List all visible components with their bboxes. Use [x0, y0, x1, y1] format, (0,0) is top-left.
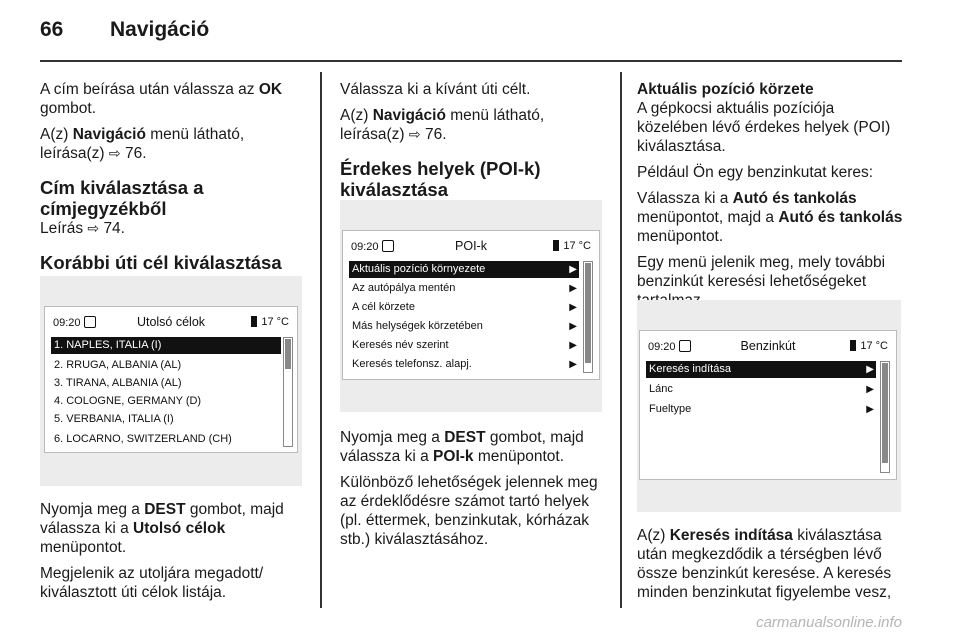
column-2 [340, 80, 605, 200]
screen-title: Utolsó célok [136, 315, 206, 329]
screen-fuel-station [639, 330, 897, 480]
temperature-display: 17 °C [261, 316, 289, 328]
column-1 [40, 80, 305, 273]
column-2-bottom [340, 428, 605, 556]
thermometer-icon [553, 240, 559, 251]
heading-previous-destination: Korábbi úti cél kiválasztása [40, 252, 282, 273]
paragraph: Különböző lehetőségek jelennek meg az érdeklődésre számot tartó helyek (pl. éttermek, benzinkutak, kórházak stb.) kiválasztásához. [340, 474, 598, 548]
list-item[interactable]: Lánc ▶ [646, 381, 876, 398]
reference-arrow-icon: ⇨ [87, 220, 100, 236]
paragraph: Leírás ⇨ 74. [40, 220, 125, 237]
scrollbar[interactable] [283, 337, 293, 447]
list-item[interactable]: 6. LOCARNO, SWITZERLAND (CH) [54, 433, 232, 445]
chevron-right-icon: ▶ [569, 283, 577, 294]
column-3 [637, 80, 907, 317]
page-header [40, 18, 209, 42]
scrollbar-thumb[interactable] [882, 363, 888, 463]
list-item[interactable]: 1. NAPLES, ITALIA (I) [51, 337, 281, 354]
scrollbar-thumb[interactable] [285, 339, 291, 369]
page-title: Navigáció [110, 18, 210, 41]
temperature-display: 17 °C [563, 240, 591, 252]
thermometer-icon [850, 340, 856, 351]
column-divider [320, 72, 322, 608]
column-3-bottom [637, 526, 907, 609]
paragraph: A(z) Navigáció menü látható, leírása(z) ⇨ 76. [40, 126, 245, 162]
header-divider [40, 60, 902, 62]
chevron-right-icon: ▶ [866, 384, 874, 395]
paragraph: Nyomja meg a DEST gombot, majd válassza ki a POI-k menüpontot. [340, 429, 584, 465]
chevron-right-icon: ▶ [866, 364, 874, 375]
heading-address-book: Cím kiválasztása a címjegyzékből [40, 177, 204, 219]
scrollbar-thumb[interactable] [585, 263, 591, 363]
paragraph: Megjelenik az utoljára megadott/ kiválasztott úti célok listája. [40, 565, 264, 601]
screen-title: Benzinkút [740, 339, 796, 353]
list-item[interactable]: Keresés név szerint ▶ [349, 337, 579, 354]
chevron-right-icon: ▶ [569, 359, 577, 370]
paragraph: A gépkocsi aktuális pozíciója közelében lévő érdekes helyek (POI) kiválasztása. [637, 100, 891, 155]
chevron-right-icon: ▶ [569, 340, 577, 351]
screen-poi [342, 230, 600, 380]
paragraph: Válassza ki a kívánt úti célt. [340, 81, 531, 98]
time-display: 09:20 [648, 341, 676, 353]
paragraph: Egy menü jelenik meg, mely további benzinkút keresési lehetőségeket [637, 254, 886, 290]
list-item[interactable]: Fueltype ▶ [646, 401, 876, 418]
watermark: carmanualsonline.info [756, 614, 902, 631]
screen-title: POI-k [455, 239, 487, 253]
paragraph: A(z) Keresés indítása kiválasztása után megkezdődik a térségben lévő össze benzinkút keresése. A keresés minden benzinkutat figyelembe vesz, [637, 527, 892, 601]
figure-fuel-station-menu [637, 300, 901, 512]
paragraph [637, 80, 907, 99]
temperature-display: 17 °C [860, 340, 888, 352]
paragraph: A cím beírása után válassza az OK gombot. [40, 81, 283, 117]
list-item[interactable]: 3. TIRANA, ALBANIA (AL) [54, 377, 182, 389]
heading-poi: Érdekes helyek (POI-k) kiválasztása [340, 158, 541, 200]
scrollbar[interactable] [583, 261, 593, 373]
list-item[interactable]: 5. VERBANIA, ITALIA (I) [54, 413, 174, 425]
column-1-bottom [40, 500, 305, 609]
time-display: 09:20 [351, 241, 379, 253]
paragraph: Nyomja meg a DEST gombot, majd válassza ki a Utolsó célok menüpontot. [40, 501, 284, 556]
heading-current-position: Aktuális pozíció körzete [637, 81, 814, 98]
list-item[interactable]: A cél körzete ▶ [349, 299, 579, 316]
screen-recent-destinations [44, 306, 298, 453]
time-display: 09:20 [53, 317, 81, 329]
chevron-right-icon: ▶ [866, 404, 874, 415]
page-number: 66 [40, 18, 64, 41]
paragraph: Például Ön egy benzinkutat keres: [637, 164, 874, 181]
figure-recent-destinations [40, 276, 302, 486]
column-divider [620, 72, 622, 608]
list-item[interactable]: Más helységek körzetében ▶ [349, 318, 579, 335]
list-item[interactable]: Aktuális pozíció környezete ▶ [349, 261, 579, 278]
list-item[interactable]: Keresés telefonsz. alapj. ▶ [349, 356, 579, 373]
chevron-right-icon: ▶ [569, 264, 577, 275]
list-item[interactable]: Keresés indítása ▶ [646, 361, 876, 378]
figure-poi-menu [340, 200, 602, 412]
list-item[interactable]: Az autópálya mentén ▶ [349, 280, 579, 297]
reference-arrow-icon: ⇨ [408, 126, 421, 142]
paragraph: A(z) Navigáció menü látható, leírása(z) ⇨ 76. [340, 107, 545, 143]
chevron-right-icon: ▶ [569, 321, 577, 332]
list-item[interactable]: 4. COLOGNE, GERMANY (D) [54, 395, 202, 407]
reference-arrow-icon: ⇨ [108, 145, 121, 161]
scrollbar[interactable] [880, 361, 890, 473]
thermometer-icon [251, 316, 257, 327]
list-item[interactable]: 2. RRUGA, ALBANIA (AL) [54, 359, 182, 371]
chevron-right-icon: ▶ [569, 302, 577, 313]
paragraph: Válassza ki a Autó és tankolás menüpontot, majd a Autó és tankolás menüpontot. [637, 190, 903, 245]
